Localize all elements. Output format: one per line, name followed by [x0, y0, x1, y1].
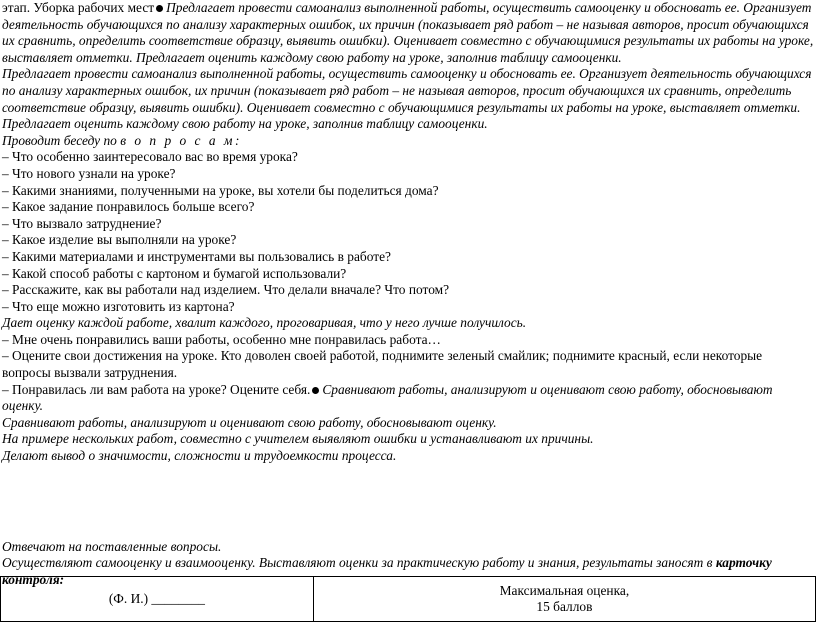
max-score-label: Максимальная оценка, [499, 583, 630, 598]
student-line-1: Сравнивают работы, анализируют и оценивают свою работу, обосновывают оценку. [2, 414, 497, 430]
teacher-paragraph-3: Предлагает оценить каждому свою работу на уроке, заполнив таблицу самооценки. [2, 116, 488, 132]
student-line-2: На примере нескольких работ, совместно с учителем выявляют ошибки и устанавливают их причины. [2, 431, 594, 447]
question-item: – Какое изделие вы выполняли на уроке? [2, 232, 237, 248]
question-item: – Какими знаниями, полученными на уроке, вы хотели бы поделиться дома? [2, 182, 439, 198]
teacher-paragraph-2: Предлагает провести самоанализ выполненной работы, осуществить самооценку и обосновать ее. Организует деятельность обучающихся по анализу характерных ошибок, их причин (показывает ряд работ – не называя авторов, просит обучающихся их сравнить, определить соответствие образцу, выявить ошибки). Оценивает совместно с обучающимися результаты их работы на уроке, выставляет отметки. [2, 66, 812, 115]
question-item: – Что нового узнали на уроке? [2, 165, 176, 181]
conversation-prefix: Проводит беседу по [2, 132, 117, 148]
question-item: – Что еще можно изготовить из картона? [2, 298, 235, 314]
name-cell: (Ф. И.) ________ [1, 577, 314, 622]
question-item: – Какими материалами и инструментами вы пользовались в работе? [2, 248, 391, 264]
max-score-points: 15 баллов [536, 599, 593, 614]
quote3-plain: – Понравилась ли вам работа на уроке? Оцените себя. [2, 381, 311, 397]
bullet-icon [156, 5, 163, 12]
question-item: – Что особенно заинтересовало вас во время урока? [2, 149, 298, 165]
conversation-heading [2, 133, 814, 150]
student-line-3: Делают вывод о значимости, сложности и трудоемкости процесса. [2, 448, 397, 464]
question-item: – Что вызвало затруднение? [2, 215, 162, 231]
stage-paragraph [2, 0, 814, 66]
answer-line-1: Отвечают на поставленные вопросы. [2, 538, 222, 554]
stage-italic-text: Предлагает провести самоанализ выполненной работы, осуществить самооценку и обосновать ее. Организует деятельность обучающихся по анализу характерных ошибок, их причин (показывает ряд работ – не называя авторов, просит обучающихся их сравнить, определить соответствие образцу, выявить ошибки). Оценивает совместно с обучающимися результаты их работы на уроке, выставляет отметки. Предлагает оценить каждому свою работу на уроке, заполнив таблицу самооценки. [2, 0, 814, 65]
conversation-word: в о п р о с а м [120, 132, 235, 148]
praise-line: Дает оценку каждой работе, хвалит каждого, проговаривая, что у него лучше получилось. [2, 315, 527, 331]
control-card-table [0, 576, 816, 622]
quote3-italic: Сравнивают работы, анализируют и оценивают свою работу, обосновывают оценку. [2, 381, 773, 414]
spacer [2, 465, 814, 539]
document-body [2, 0, 814, 588]
quote-line-3 [2, 382, 814, 415]
quote-line-2: – Оцените свои достижения на уроке. Кто доволен своей работой, поднимите зеленый смайлик; поднимите красный, если некоторые вопросы вызвали затруднения. [2, 348, 763, 381]
question-item: – Расскажите, как вы работали над изделием. Что делали вначале? Что потом? [2, 282, 450, 298]
quote-line-1: – Мне очень понравились ваши работы, особенно мне понравилась работа… [2, 331, 441, 347]
answer2-prefix: Осуществляют самооценку и взаимооценку. Выставляют оценки за практическую работу и знания, результаты заносят в [2, 555, 713, 571]
question-item: – Какой способ работы с картоном и бумагой использовали? [2, 265, 347, 281]
control-card-label: карточку контроля: [2, 555, 772, 587]
question-item: – Какое задание понравилось больше всего? [2, 199, 255, 215]
conversation-suffix: : [234, 132, 240, 148]
bullet-icon [312, 387, 319, 394]
stage-intro: этап. Уборка рабочих мест [2, 0, 155, 15]
